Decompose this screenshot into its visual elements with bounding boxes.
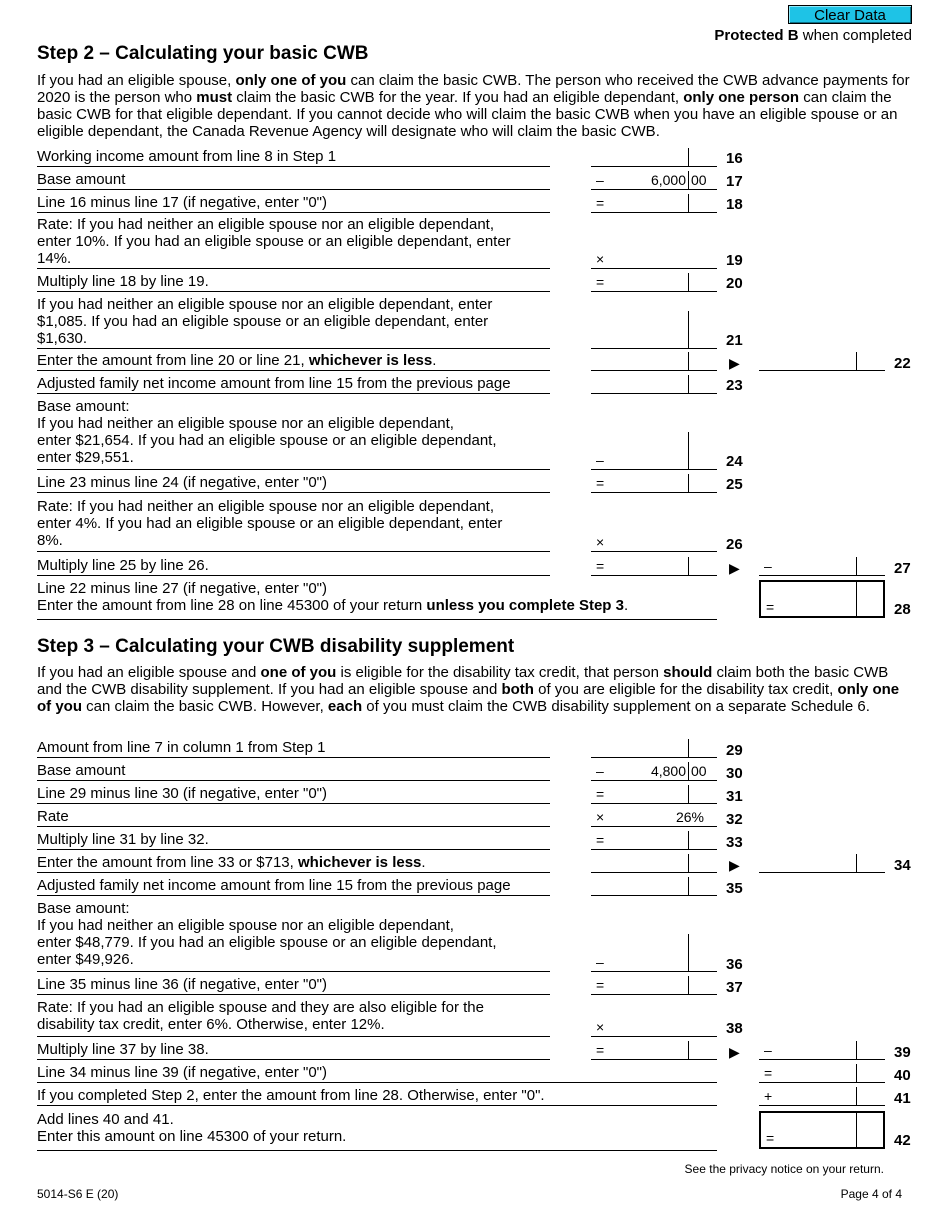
intro-run: only one of you: [235, 72, 347, 89]
line24-number: 24: [726, 453, 743, 470]
line27-input[interactable]: [759, 557, 885, 576]
step2-title: Step 2 – Calculating your basic CWB: [37, 43, 369, 64]
line25-label: Line 23 minus line 24 (if negative, enter "0"): [37, 474, 550, 493]
line17-number: 17: [726, 173, 743, 190]
line42-text2: Enter this amount on line 45300 of your return.: [37, 1128, 347, 1145]
intro-run: of you are eligible for the disability tax credit,: [533, 681, 838, 698]
equals-sign: =: [596, 274, 605, 290]
line31-input[interactable]: [591, 785, 717, 804]
line18-input[interactable]: [591, 194, 717, 213]
times-sign: ×: [596, 251, 605, 267]
intro-run: claim the basic CWB for the year. If you had an eligible dependant,: [232, 89, 684, 106]
equals-sign: =: [596, 475, 605, 491]
line22-bold: whichever is less: [308, 352, 433, 369]
plus-sign: +: [764, 1088, 773, 1104]
line33-input[interactable]: [591, 831, 717, 850]
line19-number: 19: [726, 252, 743, 269]
line24-input[interactable]: [591, 432, 717, 470]
equals-sign: =: [596, 977, 605, 993]
intro-run: If you had an eligible spouse,: [37, 72, 236, 89]
line25-number: 25: [726, 476, 743, 493]
line31-number: 31: [726, 788, 743, 805]
intro-run: both: [501, 681, 534, 698]
step3-title: Step 3 – Calculating your CWB disability supplement: [37, 636, 515, 657]
times-sign: ×: [596, 809, 605, 825]
step3-intro: [37, 664, 917, 715]
equals-sign: =: [766, 599, 775, 615]
arrow-icon: ▶: [729, 857, 740, 873]
equals-sign: =: [596, 195, 605, 211]
intro-run: one of you: [260, 664, 337, 681]
line38-number: 38: [726, 1020, 743, 1037]
intro-run: only one of you: [37, 681, 900, 715]
line29-label: Amount from line 7 in column 1 from Step 1: [37, 739, 550, 758]
line21-number: 21: [726, 332, 743, 349]
intro-run: If you had an eligible spouse and: [37, 664, 261, 681]
line32-input: [591, 808, 717, 827]
line18-label: Line 16 minus line 17 (if negative, enter "0"): [37, 194, 550, 213]
line37-label: Line 35 minus line 36 (if negative, enter "0"): [37, 976, 550, 995]
line17-input: [591, 171, 717, 190]
line17-dollars: 6,000: [650, 172, 686, 188]
line25-input[interactable]: [591, 474, 717, 493]
line30-number: 30: [726, 765, 743, 782]
line39-label: Multiply line 37 by line 38.: [37, 1041, 550, 1060]
line42-text1: Add lines 40 and 41.: [37, 1111, 174, 1128]
line20-label: Multiply line 18 by line 19.: [37, 273, 550, 292]
line19-label: Rate: If you had neither an eligible spouse nor an eligible dependant, enter 10%. If you had an eligible spouse or an eligible dependant, enter 14%.: [37, 216, 517, 269]
line22-input[interactable]: [759, 352, 885, 371]
line26-number: 26: [726, 536, 743, 553]
minus-sign: –: [596, 954, 604, 970]
line40-label: Line 34 minus line 39 (if negative, enter "0"): [37, 1064, 717, 1083]
line33-number: 33: [726, 834, 743, 851]
line37-number: 37: [726, 979, 743, 996]
page-number: Page 4 of 4: [840, 1187, 902, 1201]
line22-label: [37, 352, 550, 371]
arrow-icon: ▶: [729, 560, 740, 576]
equals-sign: =: [764, 1065, 773, 1081]
line22-left-input[interactable]: [591, 352, 717, 371]
intro-run: is eligible for the disability tax credit, that person: [336, 664, 664, 681]
line28-text1: Line 22 minus line 27 (if negative, enter "0"): [37, 580, 327, 597]
line29-number: 29: [726, 742, 743, 759]
line34-input[interactable]: [759, 854, 885, 873]
line42-input[interactable]: [759, 1111, 885, 1149]
line35-input[interactable]: [591, 877, 717, 896]
intro-run: only one person: [683, 89, 800, 106]
line34-text: Enter the amount from line 33 or $713,: [37, 854, 298, 871]
line16-number: 16: [726, 150, 743, 167]
intro-run: can claim the basic CWB. However,: [82, 698, 328, 715]
equals-sign: =: [596, 558, 605, 574]
line31-label: Line 29 minus line 30 (if negative, enter "0"): [37, 785, 550, 804]
line36-input[interactable]: [591, 934, 717, 972]
line26-input[interactable]: [591, 533, 717, 552]
line30-label: Base amount: [37, 762, 550, 781]
line17-cents: 00: [691, 172, 707, 188]
line23-label: Adjusted family net income amount from line 15 from the previous page: [37, 375, 550, 394]
line20-input[interactable]: [591, 273, 717, 292]
step2-intro: [37, 72, 917, 140]
line34-bold: whichever is less: [297, 854, 422, 871]
line40-input[interactable]: [759, 1064, 885, 1083]
line27-number: 27: [894, 560, 911, 577]
line22-end: .: [432, 352, 437, 369]
line35-number: 35: [726, 880, 743, 897]
line23-input[interactable]: [591, 375, 717, 394]
minus-sign: –: [764, 1042, 772, 1058]
line24-label: Base amount: If you had neither an eligible spouse nor an eligible dependant, enter $21,654. If you had an eligible spouse or an eligible dependant, enter $29,551.: [37, 398, 550, 470]
line34-left-input[interactable]: [591, 854, 717, 873]
line20-number: 20: [726, 275, 743, 292]
protected-b-suffix: when completed: [798, 27, 912, 44]
line39-input[interactable]: [759, 1041, 885, 1060]
line22-number: 22: [894, 355, 911, 372]
line40-number: 40: [894, 1067, 911, 1084]
line32-rate: 26%: [675, 809, 704, 825]
equals-sign: =: [596, 1042, 605, 1058]
line21-input[interactable]: [591, 311, 717, 349]
line28-number: 28: [894, 601, 911, 618]
line19-input[interactable]: [591, 250, 717, 269]
line33-label: Multiply line 31 by line 32.: [37, 831, 550, 850]
line28-text2-bold: unless you complete Step 3: [426, 597, 624, 614]
arrow-icon: ▶: [729, 355, 740, 371]
line38-input[interactable]: [591, 1018, 717, 1037]
line37-input[interactable]: [591, 976, 717, 995]
clear-data-button[interactable]: Clear Data: [788, 5, 912, 24]
line18-number: 18: [726, 196, 743, 213]
intro-run: should: [663, 664, 713, 681]
line36-label: Base amount: If you had neither an eligible spouse nor an eligible dependant, enter $48,779. If you had an eligible spouse or an eligible dependant, enter $49,926.: [37, 900, 550, 972]
intro-run: must: [196, 89, 233, 106]
line28-text2-a: Enter the amount from line 28 on line 45300 of your return: [37, 597, 427, 614]
line30-input: [591, 762, 717, 781]
line42-number: 42: [894, 1132, 911, 1149]
line34-number: 34: [894, 857, 911, 874]
line32-label: Rate: [37, 808, 550, 827]
line30-cents: 00: [691, 763, 707, 779]
intro-run: can claim the basic CWB. The person who received the CWB advance payments for 2020 is the person who: [37, 72, 910, 106]
arrow-icon: ▶: [729, 1044, 740, 1060]
line22-text: Enter the amount from line 20 or line 21,: [37, 352, 309, 369]
equals-sign: =: [766, 1130, 775, 1146]
line34-end: .: [421, 854, 426, 871]
intro-run: each: [327, 698, 363, 715]
line36-number: 36: [726, 956, 743, 973]
line28-input[interactable]: [759, 580, 885, 618]
line17-label: Base amount: [37, 171, 550, 190]
line28-text2-end: .: [623, 597, 629, 614]
form-id: 5014-S6 E (20): [37, 1187, 119, 1201]
minus-sign: –: [764, 558, 772, 574]
line29-input[interactable]: [591, 739, 717, 758]
minus-sign: –: [596, 763, 604, 779]
equals-sign: =: [596, 786, 605, 802]
privacy-notice: See the privacy notice on your return.: [684, 1162, 884, 1176]
intro-run: claim both the basic CWB and the CWB disability supplement. If you had an eligible spouse and: [37, 664, 889, 698]
equals-sign: =: [596, 832, 605, 848]
line28-label: [37, 580, 717, 620]
line21-label: If you had neither an eligible spouse nor an eligible dependant, enter $1,085. If you had an eligible spouse or an eligible dependant, enter $1,630.: [37, 296, 517, 349]
line23-number: 23: [726, 377, 743, 394]
minus-sign: –: [596, 172, 604, 188]
times-sign: ×: [596, 1019, 605, 1035]
intro-run: can claim the basic CWB for that eligible dependant. If you cannot decide who will claim the basic CWB when you have an eligible spouse or an eligible dependant, the Canada Revenue Agency will designate who will claim the basic CWB.: [37, 89, 898, 140]
line26-label: Rate: If you had neither an eligible spouse nor an eligible dependant, enter 4%. If you had an eligible spouse or an eligible dependant, enter 8%.: [37, 498, 517, 552]
protected-b-notice: [714, 27, 912, 44]
line39-left-input[interactable]: [591, 1041, 717, 1060]
minus-sign: –: [596, 452, 604, 468]
line28-text2: [37, 597, 717, 614]
line32-number: 32: [726, 811, 743, 828]
line42-label: [37, 1111, 717, 1151]
line27-label: Multiply line 25 by line 26.: [37, 557, 550, 576]
times-sign: ×: [596, 534, 605, 550]
line41-number: 41: [894, 1090, 911, 1107]
line39-number: 39: [894, 1044, 911, 1061]
line34-label: [37, 854, 550, 873]
line16-input[interactable]: [591, 148, 717, 167]
line35-label: Adjusted family net income amount from line 15 from the previous page: [37, 877, 550, 896]
line27-left-input[interactable]: [591, 557, 717, 576]
line16-label: Working income amount from line 8 in Step 1: [37, 148, 550, 167]
protected-b-label: Protected B: [714, 27, 799, 44]
line41-input[interactable]: [759, 1087, 885, 1106]
line30-dollars: 4,800: [650, 763, 686, 779]
line41-label: If you completed Step 2, enter the amount from line 28. Otherwise, enter "0".: [37, 1087, 717, 1106]
intro-run: of you must claim the CWB disability supplement on a separate Schedule 6.: [362, 698, 870, 715]
line38-label: Rate: If you had an eligible spouse and they are also eligible for the disability tax credit, enter 6%. Otherwise, enter 12%.: [37, 999, 517, 1037]
